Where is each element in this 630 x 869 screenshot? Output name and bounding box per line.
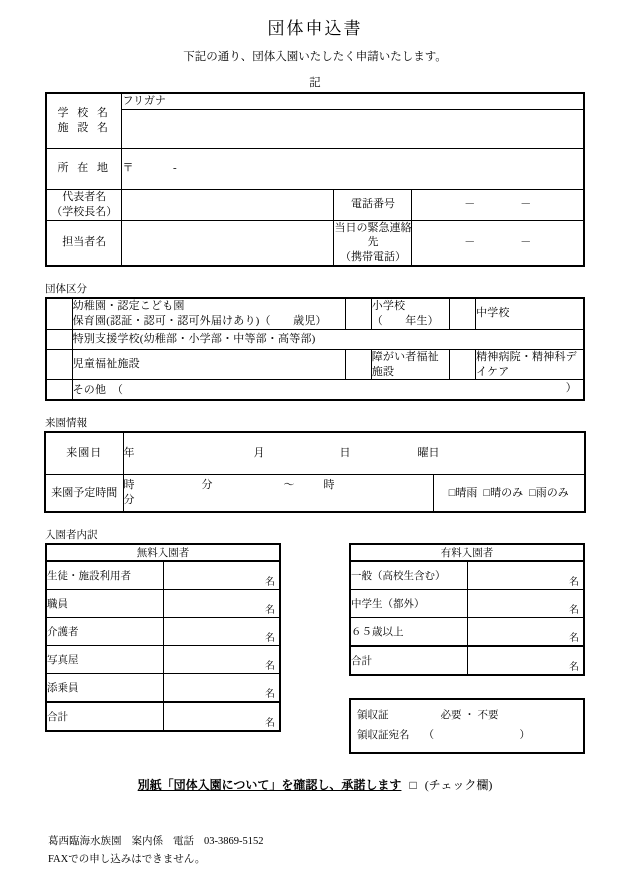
category-label-special-school: 特別支援学校(幼稚部・小学部・中等部・高等部)	[72, 329, 584, 349]
footer-facility: 葛西臨海水族園	[48, 836, 122, 848]
footer-phone-number: 03-3869-5152	[204, 836, 264, 848]
receipt-option-not-required[interactable]: 不要	[477, 710, 499, 722]
zip-dash: -	[172, 162, 177, 175]
paid-row-label-juniorhigh: 中学生（都外）	[350, 590, 467, 618]
ki-mark: 記	[309, 77, 321, 89]
category-row-preschool	[46, 298, 584, 329]
free-row-value-photographer[interactable]	[163, 646, 280, 674]
visit-date-input[interactable]	[123, 432, 585, 474]
school-name-label	[46, 93, 122, 148]
category-label-child-welfare: 児童福祉施設	[72, 349, 345, 380]
paid-table-header-row	[350, 544, 584, 561]
checkbox-child-welfare[interactable]	[46, 349, 72, 380]
checkbox-psychiatric[interactable]	[449, 349, 475, 380]
category-label-disability-welfare: 障がい者福祉施設	[371, 349, 449, 380]
paid-row-label-general: 一般（高校生含む）	[350, 561, 467, 590]
table-row-representative	[46, 189, 584, 220]
footer-department: 案内係	[131, 836, 163, 848]
confirmation-checkbox-note: (チェック欄)	[424, 778, 493, 793]
unit-minute-from: 分	[201, 479, 213, 492]
counts-heading: 入園者内訳	[45, 530, 98, 542]
free-row-value-total[interactable]	[163, 702, 280, 731]
category-other-label: その他 （	[72, 383, 124, 396]
paid-admission-column	[349, 543, 585, 754]
unit-minute-to: 分	[123, 494, 135, 507]
address-label: 所 在 地	[46, 148, 122, 189]
table-row	[350, 561, 584, 590]
unit-people: 名	[265, 605, 275, 617]
table-row-address	[46, 148, 584, 189]
receipt-paren-open: （	[423, 730, 434, 742]
paid-row-label-total: 合計	[350, 646, 467, 675]
category-kindergarten-line1: 幼稚園・認定こども園	[72, 300, 185, 313]
table-row-contact-person	[46, 220, 584, 266]
category-elementary-line1: 小学校	[371, 300, 406, 313]
representative-label-line2: （学校長名）	[51, 205, 118, 218]
free-row-value-students[interactable]	[163, 561, 280, 590]
free-row-label-tourconductor: 添乗員	[46, 674, 163, 703]
receipt-box	[349, 698, 585, 754]
footer-note: FAXでの申し込みはできません。	[48, 854, 206, 866]
unit-people: 名	[569, 577, 579, 589]
paid-admission-header: 有料入園者	[350, 544, 584, 561]
phone-label: 電話番号	[334, 189, 412, 220]
weather-option-rain-or-shine[interactable]: □晴雨	[448, 486, 478, 499]
paid-row-value-juniorhigh[interactable]	[467, 590, 584, 618]
free-row-value-tourconductor[interactable]	[163, 674, 280, 703]
paid-row-value-senior[interactable]	[467, 618, 584, 647]
category-label-kindergarten	[72, 298, 345, 329]
checkbox-special-school[interactable]	[46, 329, 72, 349]
table-row	[46, 590, 280, 618]
visit-date-label: 来園日	[45, 432, 123, 474]
paid-row-value-general[interactable]	[467, 561, 584, 590]
weather-options	[433, 474, 585, 512]
unit-month: 月	[253, 447, 265, 460]
page-title: 団体申込書	[267, 19, 363, 38]
category-row-welfare	[46, 349, 584, 380]
confirmation-statement: 別紙「団体入園について」を確認し、承諾します	[137, 778, 402, 793]
unit-tilde: ～	[283, 479, 295, 492]
representative-label-line1: 代表者名	[62, 190, 107, 203]
emergency-dash-1: －	[464, 236, 476, 249]
weather-option-shine-only[interactable]: □晴のみ	[483, 486, 524, 499]
unit-people: 名	[569, 605, 579, 617]
phone-input[interactable]	[412, 189, 584, 220]
checkbox-juniorhigh[interactable]	[449, 298, 475, 329]
category-row-other	[46, 380, 584, 401]
receipt-need-row	[357, 706, 583, 726]
visit-heading: 来園情報	[45, 418, 87, 430]
school-name-label-line1: 学 校 名	[57, 107, 111, 120]
visit-date-row	[45, 432, 585, 474]
checkbox-other[interactable]	[46, 380, 72, 401]
table-row-furigana	[46, 93, 584, 109]
unit-hour-from: 時	[123, 479, 135, 492]
contact-input[interactable]	[122, 220, 334, 266]
receipt-paren-close: ）	[519, 730, 530, 742]
representative-input[interactable]	[122, 189, 334, 220]
furigana-field[interactable]: フリガナ	[122, 93, 584, 109]
application-form-page	[0, 14, 630, 866]
footer	[48, 833, 630, 869]
unit-people: 名	[265, 577, 275, 589]
emergency-label-line2: （携帯電話）	[339, 251, 406, 264]
unit-weekday: 曜日	[417, 447, 440, 460]
unit-people: 名	[265, 633, 275, 645]
unit-people: 名	[569, 633, 579, 645]
address-input[interactable]	[122, 148, 584, 189]
emergency-contact-label	[334, 220, 412, 266]
unit-people: 名	[265, 718, 275, 730]
phone-dash-2: －	[520, 198, 532, 211]
paid-row-value-total[interactable]	[467, 646, 584, 675]
checkbox-elementary[interactable]	[345, 298, 371, 329]
category-table	[45, 297, 585, 401]
table-row	[46, 618, 280, 646]
category-elementary-line2: （ 年生）	[371, 314, 439, 327]
free-admission-table	[45, 543, 281, 732]
unit-year: 年	[123, 447, 135, 460]
category-heading: 団体区分	[45, 284, 87, 296]
document-subtitle: 下記の通り、団体入園いたしたく申請いたします。	[183, 51, 447, 63]
category-other-input[interactable]	[72, 380, 584, 401]
receipt-label: 領収証	[357, 710, 389, 722]
table-row	[46, 674, 280, 703]
applicant-table	[45, 92, 585, 267]
emergency-dash-2: －	[520, 236, 532, 249]
table-row	[46, 702, 280, 731]
unit-people: 名	[569, 662, 579, 674]
free-row-label-caregivers: 介護者	[46, 618, 163, 646]
table-row-school-name	[46, 109, 584, 148]
table-row	[46, 561, 280, 590]
zip-mark: 〒	[122, 162, 134, 175]
representative-label	[46, 189, 122, 220]
table-row	[350, 590, 584, 618]
free-row-value-staff[interactable]	[163, 590, 280, 618]
category-row-special-school	[46, 329, 584, 349]
paid-admission-table	[349, 543, 585, 676]
paid-row-label-senior: ６５歳以上	[350, 618, 467, 647]
unit-people: 名	[265, 661, 275, 673]
unit-hour-to: 時	[323, 479, 335, 492]
visit-time-row	[45, 474, 585, 512]
visit-time-label: 来園予定時間	[45, 474, 123, 512]
free-row-label-photographer: 写真屋	[46, 646, 163, 674]
unit-day: 日	[339, 447, 351, 460]
table-row	[350, 646, 584, 675]
checkbox-kindergarten[interactable]	[46, 298, 72, 329]
contact-label: 担当者名	[46, 220, 122, 266]
school-name-input[interactable]	[122, 109, 584, 148]
counts-section	[45, 543, 585, 754]
footer-phone-label: 電話	[173, 836, 194, 848]
footer-contact-line	[48, 833, 630, 851]
confirmation-line	[0, 776, 630, 793]
emergency-label-line1: 当日の緊急連絡先	[334, 221, 412, 249]
free-row-label-total: 合計	[46, 702, 163, 731]
unit-people: 名	[265, 689, 275, 701]
receipt-addressee-row	[357, 726, 583, 746]
category-kindergarten-line2: 保育園(認証・認可・認可外届けあり)（ 歳児）	[72, 314, 327, 327]
visit-time-input[interactable]	[123, 474, 433, 512]
receipt-addressee-label: 領収証宛名	[357, 730, 410, 742]
table-row	[350, 618, 584, 647]
checkbox-disability-welfare[interactable]	[345, 349, 371, 380]
free-row-label-students: 生徒・施設利用者	[46, 561, 163, 590]
emergency-phone-input[interactable]	[412, 220, 584, 266]
visit-table	[44, 431, 586, 513]
category-label-elementary	[371, 298, 449, 329]
confirmation-checkbox[interactable]: □	[409, 778, 417, 793]
receipt-option-required[interactable]: 必要	[440, 710, 462, 722]
category-label-psychiatric: 精神病院・精神科デイケア	[476, 349, 584, 380]
weather-option-rain-only[interactable]: □雨のみ	[529, 486, 569, 499]
free-row-label-staff: 職員	[46, 590, 163, 618]
free-admission-header: 無料入園者	[46, 544, 280, 561]
free-row-value-caregivers[interactable]	[163, 618, 280, 646]
category-label-juniorhigh: 中学校	[476, 298, 584, 329]
category-other-paren-close: ）	[565, 382, 577, 395]
school-name-label-line2: 施 設 名	[57, 121, 111, 134]
phone-dash-1: －	[464, 198, 476, 211]
receipt-separator: ・	[464, 710, 475, 722]
table-row	[46, 646, 280, 674]
free-table-header-row	[46, 544, 280, 561]
